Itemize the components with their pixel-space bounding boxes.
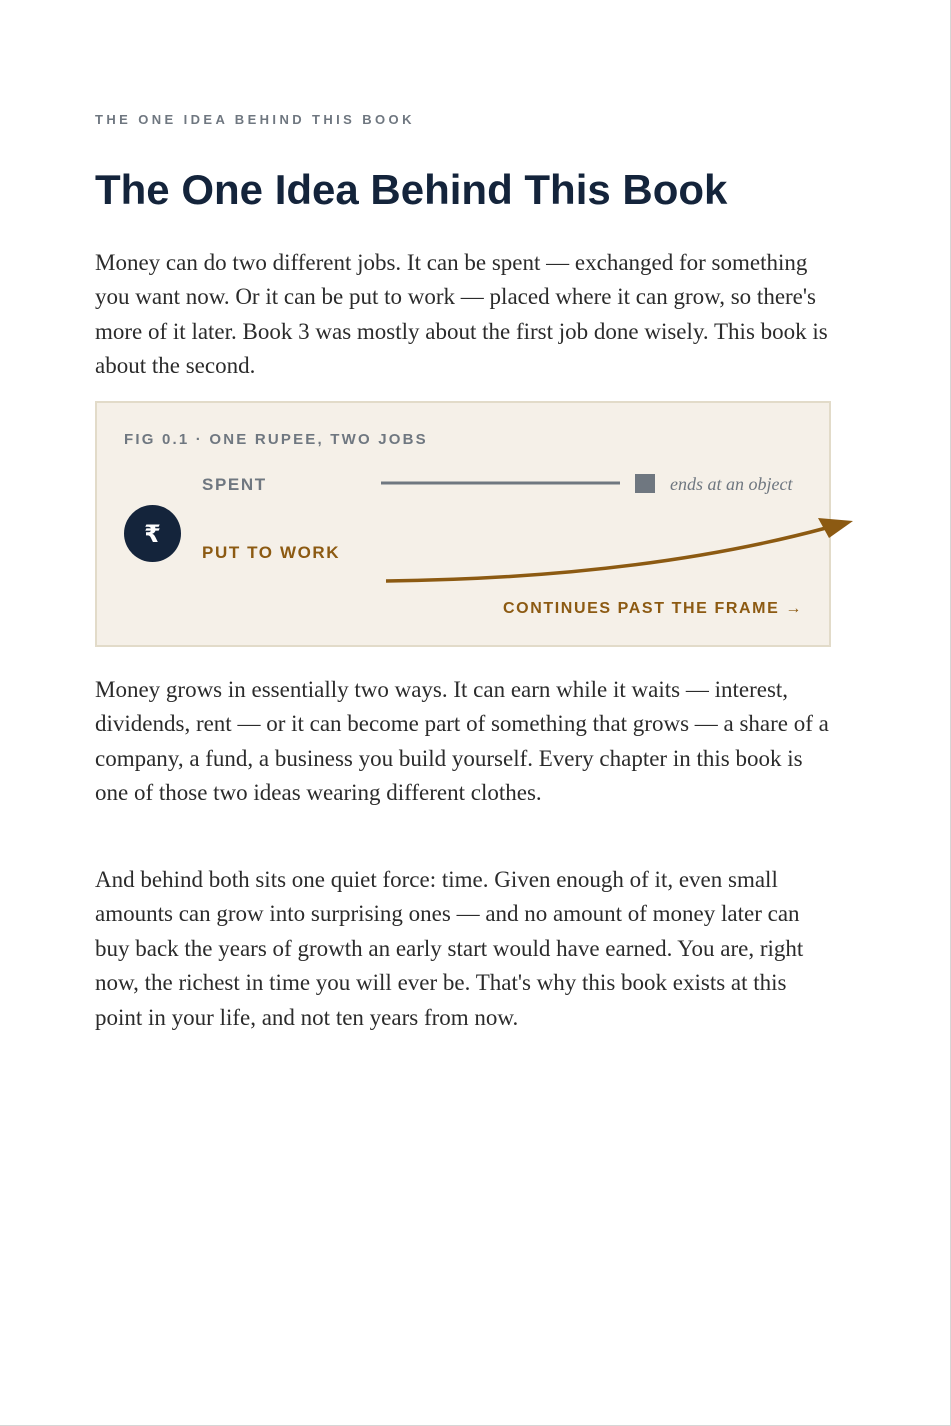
page-title: The One Idea Behind This Book	[95, 166, 728, 213]
intro-paragraph: Money can do two different jobs. It can be spent — exchanged for something you want now. Or it can be put to work — placed where it can grow, so there's more of it later. Book 3 was mostly about the first job done wisely. This book is about the second.	[95, 250, 828, 379]
put-to-work-label: PUT TO WORK	[202, 543, 341, 562]
spent-end-label: ends at an object	[670, 474, 793, 494]
section-kicker: THE ONE IDEA BEHIND THIS BOOK	[95, 112, 415, 127]
growth-paragraph: Money grows in essentially two ways. It can earn while it waits — interest, dividends, rent — or it can become part of something that grows — a share of a company, a fund, a business you build yourself. Every chapter in this book is one of those two ideas wearing different clothes.	[95, 677, 829, 806]
figure-one-rupee-two-jobs	[95, 401, 831, 647]
spent-label: SPENT	[202, 475, 267, 494]
time-paragraph: And behind both sits one quiet force: time. Given enough of it, even small amounts can grow into surprising ones — and no amount of money later can buy back the years of growth an early start would have earned. You are, right now, the richest in time you will ever be. That's why this book exists at this point in your life, and not ten years from now.	[95, 867, 804, 1030]
rupee-icon: ₹	[124, 505, 181, 562]
figure-caption: FIG 0.1 · ONE RUPEE, TWO JOBS	[124, 431, 428, 448]
continues-label: CONTINUES PAST THE FRAME →	[503, 600, 803, 617]
